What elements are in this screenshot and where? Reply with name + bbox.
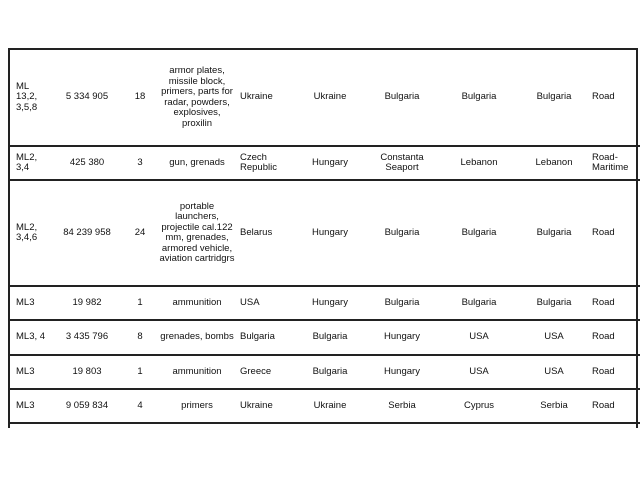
arms-transfer-table	[10, 50, 640, 424]
row-items: portable launchers, projectile cal.122 mm, grenades, armored vehicle, aviation cartridgrs	[156, 180, 238, 286]
row-items: ammunition	[156, 286, 238, 320]
row-route-point: Constanta Seaport	[364, 146, 440, 180]
row-count: 4	[124, 389, 156, 423]
table-row	[10, 320, 640, 355]
row-transit-country: Bulgaria	[296, 320, 364, 355]
row-items: grenades, bombs	[156, 320, 238, 355]
row-transport-mode: Road	[590, 50, 640, 146]
table-body	[10, 50, 640, 423]
row-transit-country: Ukraine	[296, 389, 364, 423]
row-origin-country: Greece	[238, 355, 296, 389]
row-final-destination: Bulgaria	[518, 50, 590, 146]
table-row	[10, 355, 640, 389]
table-row	[10, 286, 640, 320]
row-transit-country: Hungary	[296, 180, 364, 286]
row-route-point: Bulgaria	[364, 286, 440, 320]
row-value: 19 803	[50, 355, 124, 389]
row-destination: Bulgaria	[440, 286, 518, 320]
row-destination: Bulgaria	[440, 50, 518, 146]
row-value: 3 435 796	[50, 320, 124, 355]
row-route-point: Hungary	[364, 355, 440, 389]
row-origin-country: USA	[238, 286, 296, 320]
row-count: 1	[124, 286, 156, 320]
row-code: ML2, 3,4	[10, 146, 50, 180]
row-origin-country: Belarus	[238, 180, 296, 286]
row-transit-country: Hungary	[296, 286, 364, 320]
row-count: 1	[124, 355, 156, 389]
row-items: ammunition	[156, 355, 238, 389]
row-destination: Lebanon	[440, 146, 518, 180]
row-value: 9 059 834	[50, 389, 124, 423]
row-code: ML 13,2, 3,5,8	[10, 50, 50, 146]
table-row	[10, 389, 640, 423]
row-origin-country: Ukraine	[238, 50, 296, 146]
row-code: ML3	[10, 355, 50, 389]
row-destination: Cyprus	[440, 389, 518, 423]
row-final-destination: Bulgaria	[518, 286, 590, 320]
row-transport-mode: Road	[590, 180, 640, 286]
row-items: gun, grenads	[156, 146, 238, 180]
row-count: 24	[124, 180, 156, 286]
row-transport-mode: Road	[590, 389, 640, 423]
row-final-destination: Bulgaria	[518, 180, 590, 286]
row-final-destination: USA	[518, 320, 590, 355]
row-final-destination: Lebanon	[518, 146, 590, 180]
row-origin-country: Bulgaria	[238, 320, 296, 355]
row-transport-mode: Road-Maritime	[590, 146, 640, 180]
row-transport-mode: Road	[590, 286, 640, 320]
row-origin-country: Ukraine	[238, 389, 296, 423]
row-count: 8	[124, 320, 156, 355]
row-transit-country: Bulgaria	[296, 355, 364, 389]
row-route-point: Hungary	[364, 320, 440, 355]
row-transit-country: Hungary	[296, 146, 364, 180]
row-route-point: Serbia	[364, 389, 440, 423]
table-row	[10, 146, 640, 180]
row-transport-mode: Road	[590, 355, 640, 389]
row-code: ML3, 4	[10, 320, 50, 355]
row-transit-country: Ukraine	[296, 50, 364, 146]
row-value: 84 239 958	[50, 180, 124, 286]
row-route-point: Bulgaria	[364, 180, 440, 286]
row-destination: Bulgaria	[440, 180, 518, 286]
row-destination: USA	[440, 355, 518, 389]
row-count: 3	[124, 146, 156, 180]
row-code: ML2, 3,4,6	[10, 180, 50, 286]
row-value: 19 982	[50, 286, 124, 320]
table-row	[10, 50, 640, 146]
row-final-destination: Serbia	[518, 389, 590, 423]
table-row	[10, 180, 640, 286]
row-transport-mode: Road	[590, 320, 640, 355]
row-value: 5 334 905	[50, 50, 124, 146]
row-items: armor plates, missile block, primers, parts for radar, powders, explosives, proxilin	[156, 50, 238, 146]
row-destination: USA	[440, 320, 518, 355]
row-route-point: Bulgaria	[364, 50, 440, 146]
table-frame	[8, 48, 638, 428]
row-origin-country: Czech Republic	[238, 146, 296, 180]
row-value: 425 380	[50, 146, 124, 180]
table-right-border	[636, 48, 638, 428]
row-code: ML3	[10, 286, 50, 320]
row-count: 18	[124, 50, 156, 146]
row-items: primers	[156, 389, 238, 423]
row-final-destination: USA	[518, 355, 590, 389]
row-code: ML3	[10, 389, 50, 423]
